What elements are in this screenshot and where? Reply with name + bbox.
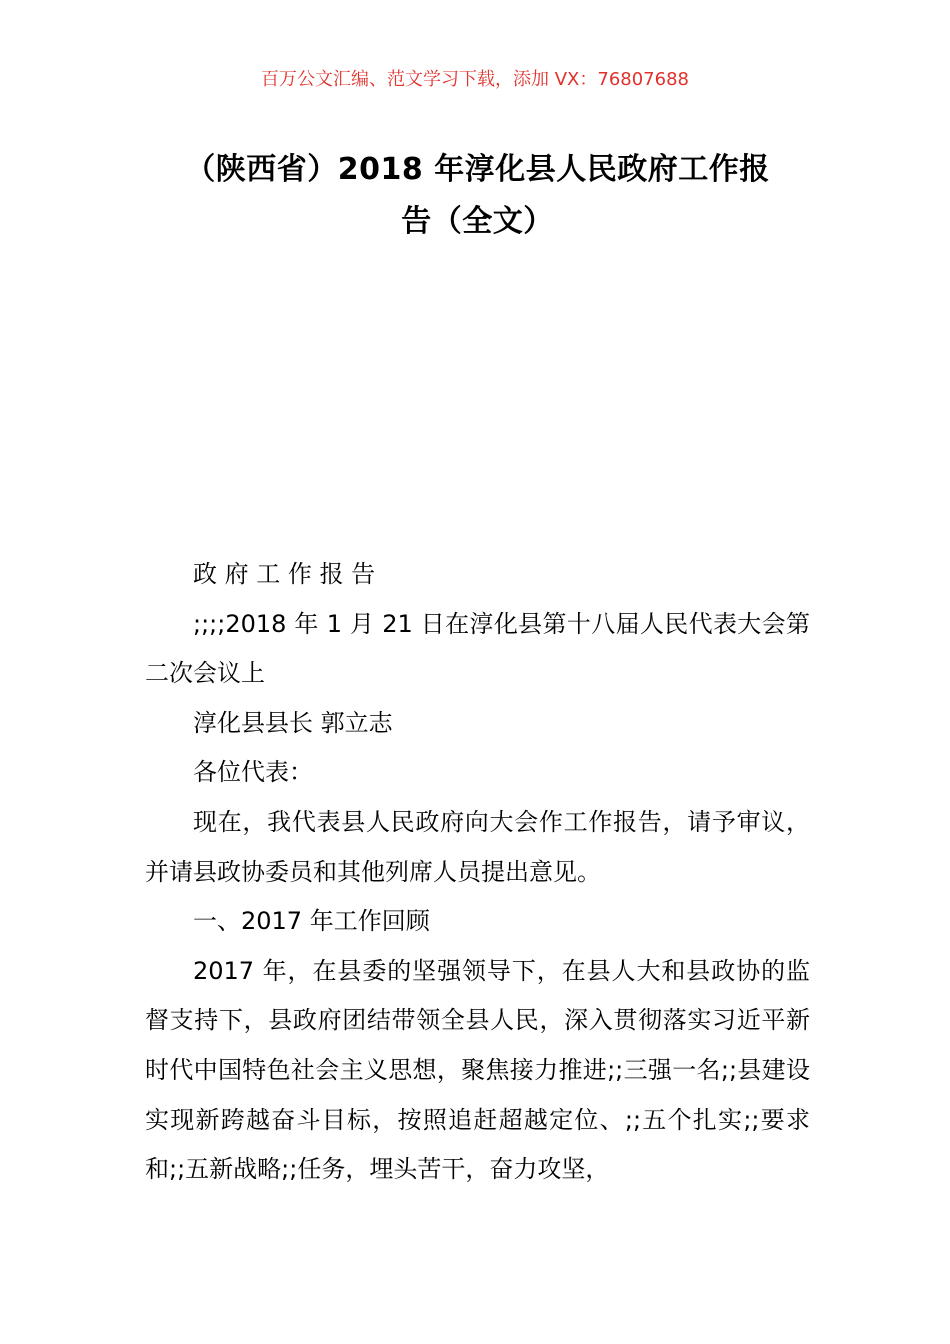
section-heading: 一、2017 年工作回顾 <box>193 907 430 936</box>
salutation: 各位代表： <box>193 758 313 787</box>
watermark-header: 百万公文汇编、范文学习下载，添加 VX：76807688 <box>261 69 689 90</box>
intro-paragraph: 现在，我代表县人民政府向大会作工作报告，请予审议，并请县政协委员和其他列席人员提出意见。 <box>145 807 810 886</box>
title-line-1: （陕西省）2018 年淳化县人民政府工作报 <box>185 152 770 187</box>
meeting-info: ;;;;2018 年 1 月 21 日在淳化县第十八届人民代表大会第二次会议上 <box>145 609 810 688</box>
document-body <box>145 550 810 1195</box>
speaker-line: 淳化县县长 郭立志 <box>193 708 393 737</box>
review-paragraph: 2017 年，在县委的坚强领导下，在县人大和县政协的监督支持下，县政府团结带领全县人民，深入贯彻落实习近平新时代中国特色社会主义思想，聚焦接力推进;;三强一名;;县建设实现新跨越奋斗目标，按照追赶超越定位、;;五个扎实;;要求和;;五新战略;;任务，埋头苦干，奋力攻坚， <box>145 956 810 1184</box>
title-line-2: 告（全文） <box>401 204 554 239</box>
document-title <box>145 144 810 248</box>
report-heading: 政 府 工 作 报 告 <box>193 560 376 588</box>
